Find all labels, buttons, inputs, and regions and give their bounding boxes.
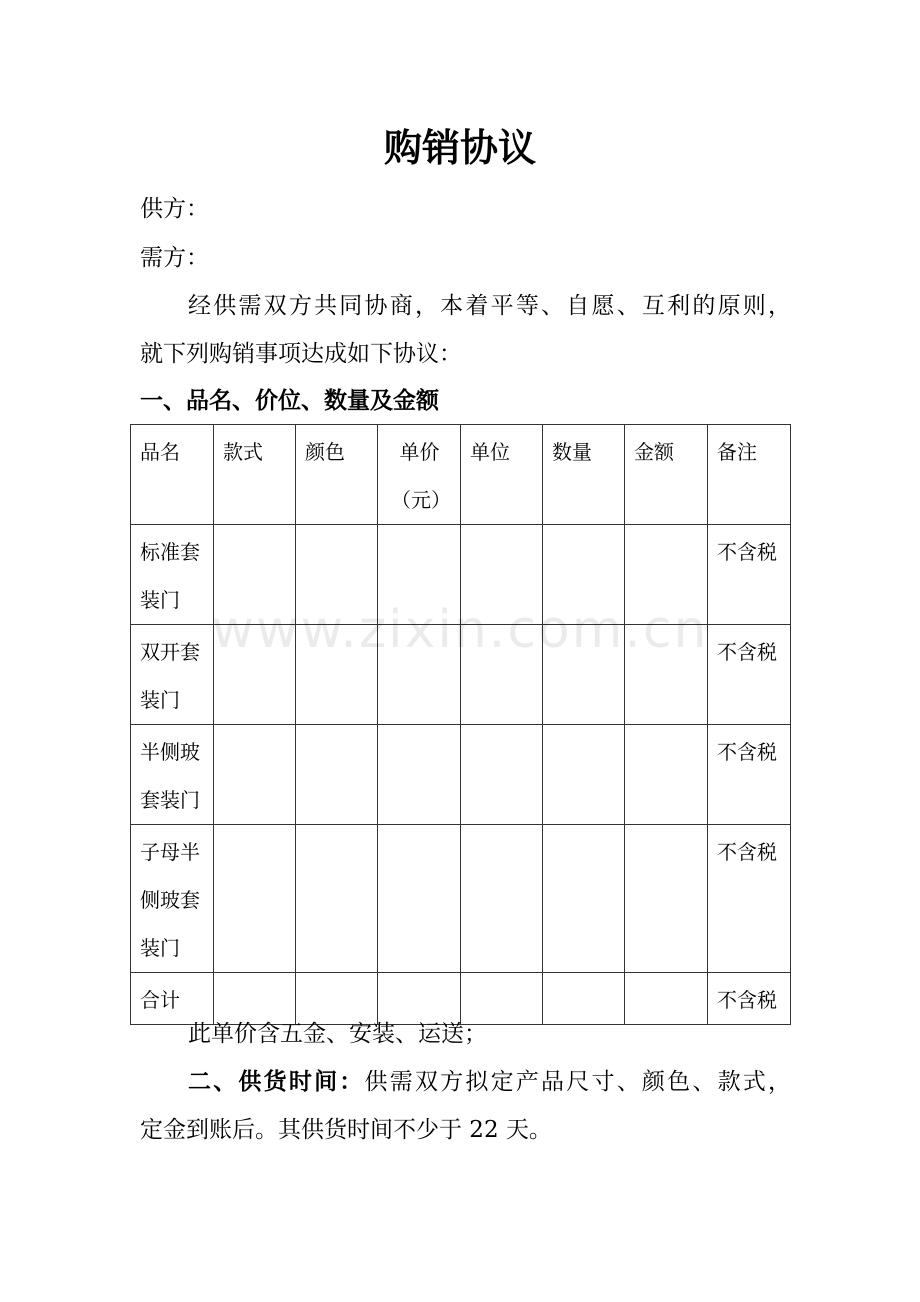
row-cell-style xyxy=(214,725,296,825)
row-cell-name: 半侧玻套装门 xyxy=(131,725,214,825)
buyer-label: 需方： xyxy=(140,245,209,271)
row-cell-quantity xyxy=(543,525,625,625)
row-cell-unit-price xyxy=(378,525,461,625)
header-cell-remark: 备注 xyxy=(708,425,791,525)
header-cell-amount: 金额 xyxy=(625,425,708,525)
row-cell-color xyxy=(296,725,378,825)
row-cell-color xyxy=(296,525,378,625)
row-cell-name: 标准套装门 xyxy=(131,525,214,625)
row-cell-color xyxy=(296,625,378,725)
row-cell-unit xyxy=(461,525,543,625)
row-cell-amount xyxy=(625,825,708,973)
watermark: www.zixin.com.cn xyxy=(211,600,709,660)
row-cell-style xyxy=(214,625,296,725)
row-cell-quantity xyxy=(543,725,625,825)
row-cell-remark: 不含税 xyxy=(708,625,791,725)
row-cell-quantity xyxy=(543,825,625,973)
section-2-line-2: 定金到账后。其供货时间不少于 22 天。 xyxy=(140,1117,552,1143)
table-row xyxy=(131,625,791,725)
row-cell-quantity xyxy=(543,973,625,1025)
row-cell-amount xyxy=(625,725,708,825)
header-cell-unit-price: 单价（元） xyxy=(378,425,461,525)
row-cell-amount xyxy=(625,525,708,625)
table-row xyxy=(131,725,791,825)
row-cell-style xyxy=(214,525,296,625)
row-cell-remark: 不含税 xyxy=(708,525,791,625)
row-cell-unit xyxy=(461,725,543,825)
row-cell-unit-price xyxy=(378,825,461,973)
document-title: 购销协议 xyxy=(383,126,536,170)
header-cell-name: 品名 xyxy=(131,425,214,525)
row-cell-amount xyxy=(625,625,708,725)
row-cell-quantity xyxy=(543,625,625,725)
section-2-text: 供需双方拟定产品尺寸、颜色、款式， xyxy=(364,1069,792,1095)
intro-paragraph-line-1: 经供需双方共同协商，本着平等、自愿、互利的原则， xyxy=(188,293,791,319)
section-1-heading: 一、品名、价位、数量及金额 xyxy=(140,388,439,414)
row-cell-remark: 不含税 xyxy=(708,825,791,973)
header-cell-quantity: 数量 xyxy=(543,425,625,525)
section-2-heading: 二、供货时间： xyxy=(188,1069,365,1095)
row-cell-color xyxy=(296,825,378,973)
row-cell-unit-price xyxy=(378,625,461,725)
row-cell-remark: 不含税 xyxy=(708,973,791,1025)
section-2-line-1 xyxy=(188,1065,791,1099)
row-cell-remark: 不含税 xyxy=(708,725,791,825)
row-cell-unit-price xyxy=(378,725,461,825)
table-row xyxy=(131,825,791,973)
table-header-row xyxy=(131,425,791,525)
intro-paragraph-line-2: 就下列购销事项达成如下协议： xyxy=(140,341,462,367)
table-row xyxy=(131,525,791,625)
header-cell-unit: 单位 xyxy=(461,425,543,525)
row-cell-amount xyxy=(625,973,708,1025)
row-cell-style xyxy=(214,825,296,973)
row-cell-name: 合计 xyxy=(131,973,214,1025)
row-cell-unit xyxy=(461,625,543,725)
supplier-label: 供方： xyxy=(140,196,209,222)
header-cell-style: 款式 xyxy=(214,425,296,525)
product-table xyxy=(130,424,791,1025)
row-cell-name: 子母半侧玻套装门 xyxy=(131,825,214,973)
price-note: 此单价含五金、安装、运送； xyxy=(188,1021,487,1047)
row-cell-unit xyxy=(461,825,543,973)
header-cell-color: 颜色 xyxy=(296,425,378,525)
row-cell-name: 双开套装门 xyxy=(131,625,214,725)
